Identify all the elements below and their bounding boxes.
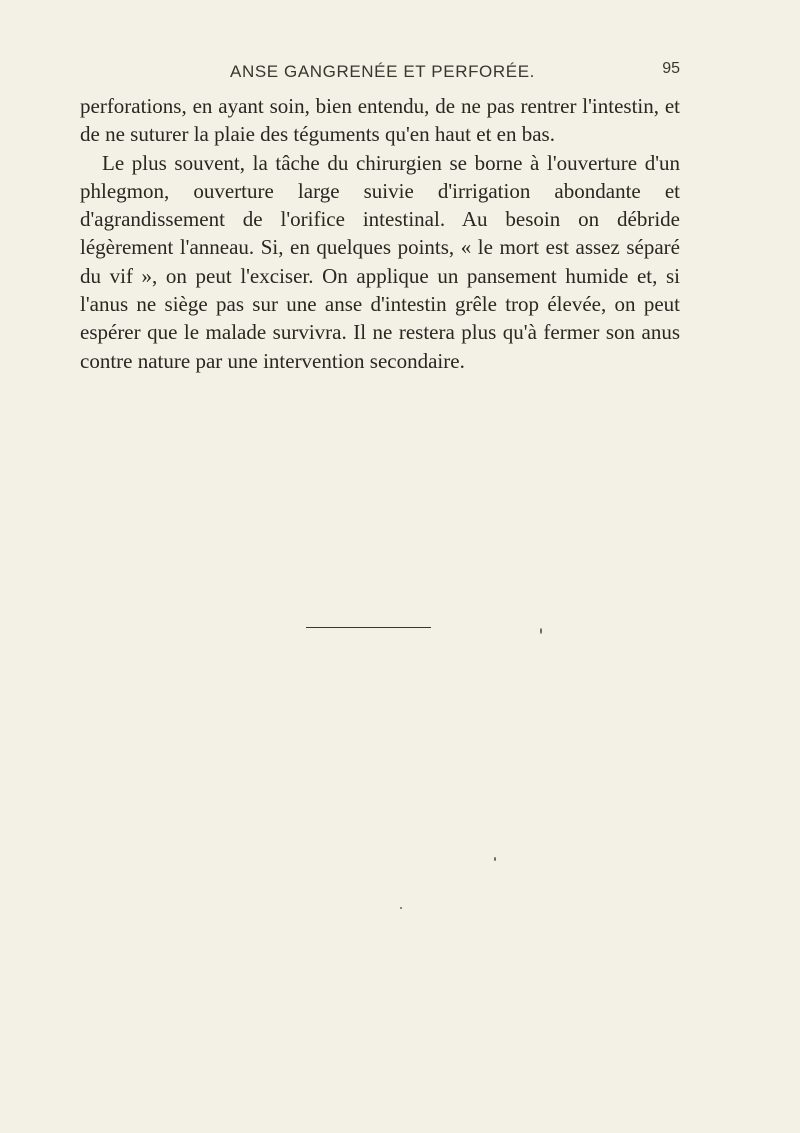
paragraph-continuation: perforations, en ayant soin, bien entendu, de ne pas rentrer l'intestin, et de ne suturer la plaie des téguments qu'en haut et en bas. <box>80 94 680 147</box>
body-text <box>80 92 680 375</box>
paragraph: Le plus souvent, la tâche du chirurgien se borne à l'ouverture d'un phlegmon, ouverture large suivie d'irrigation abondante et d'agrandissement de l'orifice intestinal. Au besoin on débride légèrement l'anneau. Si, en quelques points, « le mort est assez séparé du vif », on peut l'exciser. On applique un pansement humide et, si l'anus ne siège pas sur une anse d'intestin grêle trop élevée, on peut espérer que le malade survivra. Il ne restera plus qu'à fermer son anus contre nature par une intervention secondaire. <box>80 150 680 373</box>
running-head-title: ANSE GANGRENÉE ET PERFORÉE. <box>230 62 535 81</box>
paper-speck <box>540 628 542 634</box>
page-number: 95 <box>662 60 680 77</box>
paper-speck <box>494 857 496 861</box>
running-head <box>80 62 680 88</box>
paper-speck <box>400 907 402 909</box>
section-end-rule <box>306 627 431 628</box>
